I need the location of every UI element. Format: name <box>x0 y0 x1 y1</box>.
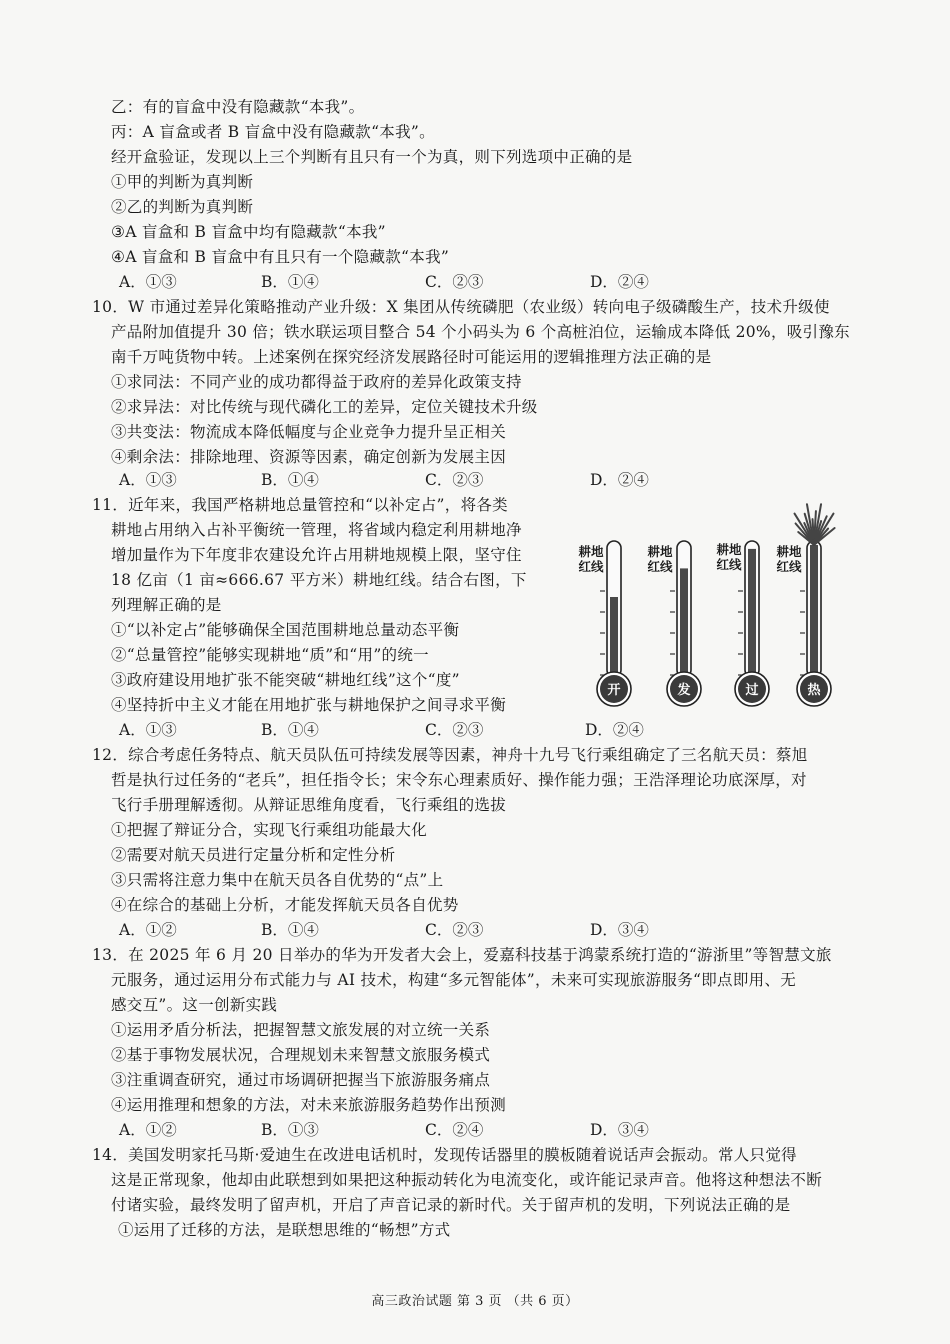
thermometer-svg <box>570 493 870 725</box>
redline-label <box>574 544 608 574</box>
text-line: ②乙的判断为真判断 <box>111 198 254 216</box>
text-line: ③共变法：物流成本降低幅度与企业竞争力提升呈正相关 <box>111 423 507 441</box>
question-10: 10．W 市通过差异化策略推动产业升级：X 集团从传统磷肥（农业级）转向电子级磷酸生产，技术升级使 <box>92 298 830 316</box>
option-a: A．①③ <box>119 721 177 739</box>
mercury-level <box>680 568 688 677</box>
text-line: ①运用了迁移的方法，是联想思维的“畅想”方式 <box>118 1221 451 1239</box>
mercury-level <box>610 597 618 677</box>
text-line: ④A 盲盒和 B 盲盒中有且只有一个隐藏款“本我” <box>111 248 450 266</box>
option-b: B．①④ <box>261 273 319 291</box>
option-d: D．②④ <box>590 471 649 489</box>
redline-label-text: 耕地 红线 <box>716 542 742 572</box>
mercury-level <box>810 545 818 677</box>
text-line: ③A 盲盒和 B 盲盒中均有隐藏款“本我” <box>111 223 386 241</box>
text-line: ④坚持折中主义才能在用地扩张与耕地保护之间寻求平衡 <box>111 696 507 714</box>
text-line: 产品附加值提升 30 倍；铁水联运项目整合 54 个小码头为 6 个高桩泊位，运输成本降低 20%，吸引豫东 <box>111 323 850 341</box>
question-11: 11．近年来，我国严格耕地总量管控和“以补定占”，将各类 <box>92 496 508 514</box>
redline-label-text: 耕地 红线 <box>776 544 802 574</box>
option-b: B．①④ <box>261 471 319 489</box>
redline-label <box>643 544 677 574</box>
question-13: 13．在 2025 年 6 月 20 日举办的华为开发者大会上，爱嘉科技基于鸿蒙系统打造的“游浙里”等智慧文旅 <box>92 946 832 964</box>
text-line: 列理解正确的是 <box>111 596 222 614</box>
text-line: 丙：A 盲盒或者 B 盲盒中没有隐藏款“本我”。 <box>111 123 435 141</box>
option-c: C．②③ <box>425 273 484 291</box>
text-line: ④在综合的基础上分析，才能发挥航天员各自优势 <box>111 896 459 914</box>
option-a: A．①③ <box>119 471 177 489</box>
option-c: C．②③ <box>425 921 484 939</box>
text-line: ②“总量管控”能够实现耕地“质”和“用”的统一 <box>111 646 429 664</box>
text-line: 耕地占用纳入占补平衡统一管理，将省域内稳定利用耕地净 <box>111 521 522 539</box>
text-line: ③注重调查研究，通过市场调研把握当下旅游服务痛点 <box>111 1071 491 1089</box>
text-line: ①运用矛盾分析法，把握智慧文旅发展的对立统一关系 <box>111 1021 491 1039</box>
text-line: ③政府建设用地扩张不能突破“耕地红线”这个“度” <box>111 671 460 689</box>
option-c: C．②③ <box>425 471 484 489</box>
option-a: A．①② <box>119 1121 177 1139</box>
text-line: 哲是执行过任务的“老兵”，担任指令长；宋令东心理素质好、操作能力强；王浩泽理论功底深厚，对 <box>111 771 807 789</box>
redline-label-text: 耕地 红线 <box>647 544 673 574</box>
text-line: 经开盒验证，发现以上三个判断有且只有一个为真，则下列选项中正确的是 <box>111 148 633 166</box>
text-line: ①甲的判断为真判断 <box>111 173 254 191</box>
text-line: 元服务，通过运用分布式能力与 AI 技术，构建“多元智能体”，未来可实现旅游服务“即点即用、无 <box>111 971 797 989</box>
mercury-level <box>748 549 756 677</box>
option-b: B．①③ <box>261 1121 319 1139</box>
bulb-label: 发 <box>677 683 691 698</box>
option-c: C．②③ <box>425 721 484 739</box>
question-12: 12．综合考虑任务特点、航天员队伍可持续发展等因素，神舟十九号飞行乘组确定了三名航天员：蔡旭 <box>92 746 808 764</box>
option-d: D．③④ <box>590 1121 649 1139</box>
text-line: 增加量作为下年度非农建设允许占用耕地规模上限，坚守住 <box>111 546 522 564</box>
option-b: B．①④ <box>261 721 319 739</box>
text-line: ④运用推理和想象的方法，对未来旅游服务趋势作出预测 <box>111 1096 507 1114</box>
thermometer-figure <box>570 493 870 725</box>
bulb-label: 开 <box>607 683 621 698</box>
option-d: D．②④ <box>590 273 649 291</box>
option-a: A．①③ <box>119 273 177 291</box>
text-line: ①“以补定占”能够确保全国范围耕地总量动态平衡 <box>111 621 460 639</box>
option-b: B．①④ <box>261 921 319 939</box>
text-line: ②基于事物发展状况，合理规划未来智慧文旅服务模式 <box>111 1046 491 1064</box>
option-c: C．②④ <box>425 1121 484 1139</box>
option-d: D．②④ <box>585 721 644 739</box>
option-d: D．③④ <box>590 921 649 939</box>
redline-label <box>712 542 746 572</box>
text-line: ①求同法：不同产业的成功都得益于政府的差异化政策支持 <box>111 373 522 391</box>
text-line: 南千万吨货物中转。上述案例在探究经济发展路径时可能运用的逻辑推理方法正确的是 <box>111 348 712 366</box>
bulb-label: 过 <box>745 683 759 698</box>
text-line: 乙：有的盲盒中没有隐藏款“本我”。 <box>111 98 365 116</box>
question-14: 14．美国发明家托马斯·爱迪生在改进电话机时，发现传话器里的膜板随着说话声会振动。常人只觉得 <box>92 1146 797 1164</box>
text-line: ②需要对航天员进行定量分析和定性分析 <box>111 846 396 864</box>
option-a: A．①② <box>119 921 177 939</box>
redline-label <box>772 544 806 574</box>
text-line: 这是正常现象，他却由此联想到如果把这种振动转化为电流变化，或许能记录声音。他将这种想法不断 <box>111 1171 823 1189</box>
text-line: 18 亿亩（1 亩≈666.67 平方米）耕地红线。结合右图，下 <box>111 571 527 589</box>
text-line: ③只需将注意力集中在航天员各自优势的“点”上 <box>111 871 444 889</box>
text-line: 感交互”。这一创新实践 <box>111 996 278 1014</box>
text-line: 付诸实验，最终发明了留声机，开启了声音记录的新时代。关于留声机的发明，下列说法正确的是 <box>111 1196 791 1214</box>
text-line: ①把握了辩证分合，实现飞行乘组功能最大化 <box>111 821 428 839</box>
bulb-label: 热 <box>807 683 821 698</box>
text-line: ④剩余法：排除地理、资源等因素，确定创新为发展主因 <box>111 448 507 466</box>
page-footer: 高三政治试题 第 3 页 （共 6 页） <box>371 1294 579 1309</box>
redline-label-text: 耕地 红线 <box>578 544 604 574</box>
text-line: ②求异法：对比传统与现代磷化工的差异，定位关键技术升级 <box>111 398 538 416</box>
text-line: 飞行手册理解透彻。从辩证思维角度看，飞行乘组的选拔 <box>111 796 507 814</box>
